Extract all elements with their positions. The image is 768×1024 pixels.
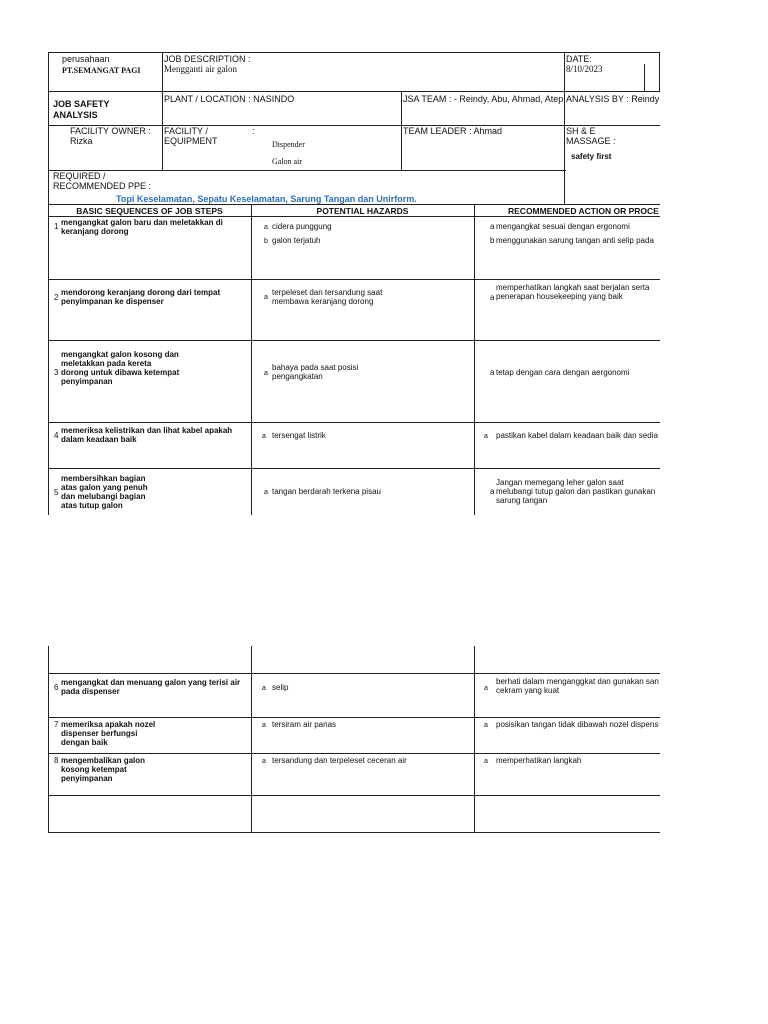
ppe-label-2: RECOMMENDED PPE :: [53, 181, 152, 191]
hazard-text: tersandung dan terpeleset ceceran air: [272, 756, 407, 765]
action-marker: a: [490, 293, 495, 302]
step-description: membersihkan bagian atas galon yang penuh dan melubangi bagian atas tutup galon: [61, 474, 148, 510]
step-description: memeriksa kelistrikan dan lihat kabel apakah dalam keadaan baik: [61, 426, 233, 444]
column-header-actions: RECOMMENDED ACTION OR PROCE: [508, 206, 659, 216]
hazard-text: galon terjatuh: [272, 236, 321, 245]
date-label: DATE:: [566, 54, 592, 64]
hazard-text: tangan berdarah terkena pisau: [272, 487, 381, 496]
action-text: tetap dengan cara dengan aergonomi: [496, 368, 630, 377]
she-message: safety first: [571, 152, 612, 161]
she-label: SH & E: [566, 126, 596, 136]
ppe-label: REQUIRED /: [53, 171, 106, 181]
action-marker: a: [484, 722, 488, 729]
she-massage-label: MASSAGE :: [566, 136, 616, 146]
plant-location: PLANT / LOCATION : NASINDO: [164, 94, 295, 104]
equipment-galon: Galon air: [272, 157, 302, 166]
action-text: mengangkat sesuai dengan ergonomi: [496, 222, 630, 231]
recommended-ppe: Topi Keselamatan, Sepatu Keselamatan, Sarung Tangan dan Unirform.: [116, 194, 417, 204]
action-marker: b: [490, 236, 495, 245]
jsa-team: JSA TEAM : - Reindy, Abu, Ahmad, Atep: [403, 94, 564, 104]
step-number: 6: [54, 683, 59, 692]
hazard-text: terpeleset dan tersandung saat membawa keranjang dorong: [272, 288, 383, 306]
step-number: 4: [54, 431, 59, 440]
action-text: berhati dalam menganggkat dan gunakan san cekram yang kuat: [496, 677, 659, 695]
step-number: 5: [54, 488, 59, 497]
analysis-by: ANALYSIS BY : Reindy: [566, 94, 660, 104]
action-text: memperhatikan langkah saat berjalan serta penerapan housekeeping yang baik: [496, 283, 650, 301]
hazard-marker: a: [262, 722, 266, 729]
company-name: PT.SEMANGAT PAGI: [62, 66, 141, 75]
hazard-marker: a: [262, 685, 266, 692]
step-description: mengangkat galon kosong dan meletakkan pada kereta dorong untuk dibawa ketempat penyimpanan: [61, 350, 180, 386]
hazard-marker: a: [262, 758, 266, 765]
action-marker: a: [490, 487, 495, 496]
facility-equipment-label-2: EQUIPMENT: [164, 136, 218, 146]
hazard-marker: a: [264, 224, 268, 231]
column-header-steps: BASIC SEQUENCES OF JOB STEPS: [76, 206, 223, 216]
column-header-hazards: POTENTIAL HAZARDS: [316, 206, 409, 216]
job-description: Mengganti air galon: [164, 64, 237, 74]
hazard-marker: a: [264, 294, 268, 301]
date-value: 8/10/2023: [566, 64, 603, 74]
form-title-line1: JOB SAFETY: [53, 99, 110, 109]
facility-equipment-colon: :: [252, 126, 255, 136]
facility-owner-label: FACILITY OWNER :: [70, 126, 151, 136]
step-description: mengembalikan galon kosong ketempat penyimpanan: [61, 756, 146, 783]
action-marker: a: [484, 433, 488, 440]
facility-equipment-label: FACILITY /: [164, 126, 208, 136]
hazard-text: cidera punggung: [272, 222, 332, 231]
step-number: 2: [54, 293, 59, 302]
team-leader: TEAM LEADER : Ahmad: [403, 126, 503, 136]
step-number: 7: [54, 720, 59, 729]
perusahaan-label: perusahaan: [62, 54, 110, 64]
facility-owner: Rizka: [70, 136, 93, 146]
hazard-marker: b: [264, 238, 268, 245]
action-marker: a: [484, 685, 488, 692]
action-marker: a: [490, 368, 495, 377]
action-text: posisikan tangan tidak dibawah nozel dispens: [496, 720, 659, 729]
hazard-text: tersengat listrik: [272, 431, 326, 440]
step-description: mengangkat galon baru dan meletakkan di keranjang dorong: [61, 218, 223, 236]
step-description: mendorong keranjang dorong dari tempat penyimpanan ke dispenser: [61, 288, 221, 306]
step-description: memeriksa apakah nozel dispenser berfungsi dengan baik: [61, 720, 156, 747]
hazard-text: tersiram air panas: [272, 720, 337, 729]
hazard-text: bahaya pada saat posisi pengangkatan: [272, 363, 359, 381]
action-text: menggunakan sarung tangan anti selip pada: [496, 236, 654, 245]
action-text: pastikan kabel dalam keadaan baik dan sedia: [496, 431, 658, 440]
step-number: 8: [54, 756, 59, 765]
hazard-marker: a: [264, 370, 268, 377]
form-title-line2: ANALYSIS: [53, 110, 98, 120]
equipment-dispenser: Dispender: [272, 140, 305, 149]
step-number: 3: [54, 368, 59, 377]
action-marker: a: [484, 758, 488, 765]
action-text: memperhatikan langkah: [496, 756, 582, 765]
hazard-text: selip: [272, 683, 289, 692]
step-number: 1: [54, 222, 59, 231]
step-description: mengangkat dan menuang galon yang terisi air pada dispenser: [61, 678, 241, 696]
hazard-marker: a: [262, 433, 266, 440]
action-marker: a: [490, 222, 495, 231]
hazard-marker: a: [264, 489, 268, 496]
action-text: Jangan memegang leher galon saat melubangi tutup galon dan pastikan gunakan sarung tangan: [496, 478, 656, 505]
job-description-label: JOB DESCRIPTION :: [164, 54, 251, 64]
